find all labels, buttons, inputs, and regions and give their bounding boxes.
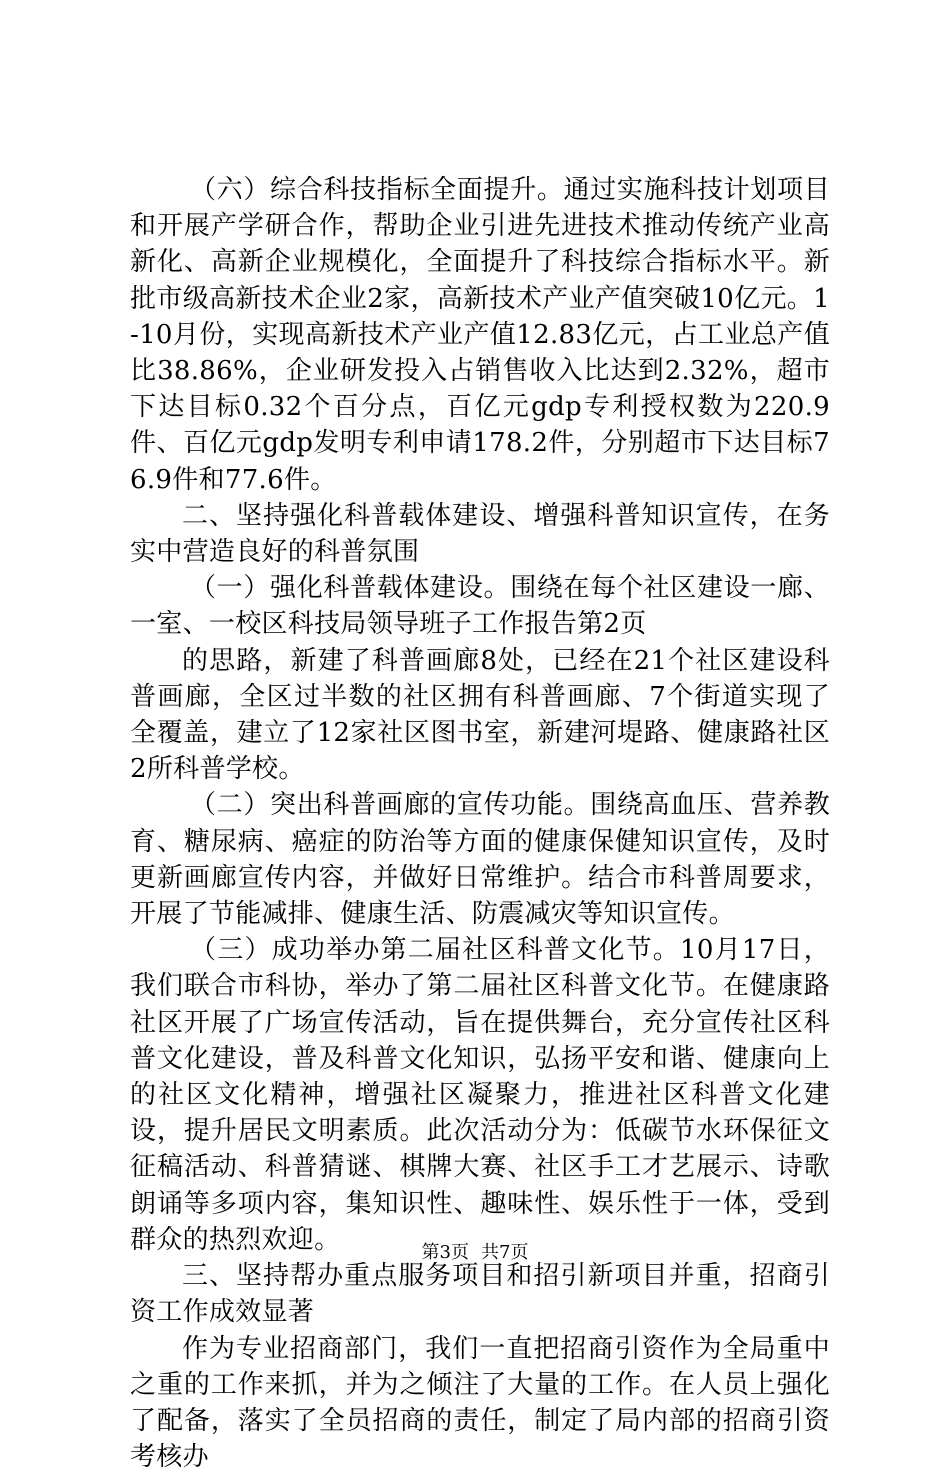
paragraph-investment-work: 作为专业招商部门，我们一直把招商引资作为全局重中之重的工作来抓，并为之倾注了大量的工作。在人员上强化了配备，落实了全员招商的责任，制定了局内部的招商引资考核办 [130,1331,830,1475]
paragraph-tech-indicators: （六）综合科技指标全面提升。通过实施科技计划项目和开展产学研合作，帮助企业引进先进技术推动传统产业高新化、高新企业规模化，全面提升了科技综合指标水平。新批市级高新技术企业2家，高新技术产业产值突破10亿元。1-10月份，实现高新技术产业产值12.83亿元，占工业总产值比38.86%，企业研发投入占销售收入比达到2.32%，超市下达目标0.32个百分点，百亿元gdp专利授权数为220.9件、百亿元gdp发明专利申请178.2件，分别超市下达目标76.9件和77.6件。 [130,172,830,498]
section-heading-science-popularization: 二、坚持强化科普载体建设、增强科普知识宣传，在务实中营造良好的科普氛围 [130,498,830,570]
paragraph-science-carriers-continued: 的思路，新建了科普画廊8处，已经在21个社区建设科普画廊，全区过半数的社区拥有科普画廊、7个街道实现了全覆盖，建立了12家社区图书室，新建河堤路、健康路社区2所科普学校。 [130,643,830,788]
paragraph-science-carriers: （一）强化科普载体建设。围绕在每个社区建设一廊、一室、一校区科技局领导班子工作报告第2页 [130,570,830,642]
page-footer [0,1242,950,1264]
section-heading-investment: 三、坚持帮办重点服务项目和招引新项目并重，招商引资工作成效显著 [130,1258,830,1330]
paragraph-science-gallery: （二）突出科普画廊的宣传功能。围绕高血压、营养教育、糖尿病、癌症的防治等方面的健康保健知识宣传，及时更新画廊宣传内容，并做好日常维护。结合市科普周要求，开展了节能减排、健康生活、防震减灾等知识宣传。 [130,787,830,932]
page-number: 第3页 [422,1242,469,1263]
page-total: 共7页 [481,1242,528,1263]
document-body [130,172,830,1475]
paragraph-culture-festival: （三）成功举办第二届社区科普文化节。10月17日，我们联合市科协，举办了第二届社区科普文化节。在健康路社区开展了广场宣传活动，旨在提供舞台，充分宣传社区科普文化建设，普及科普文化知识，弘扬平安和谐、健康向上的社区文化精神，增强社区凝聚力，推进社区科普文化建设，提升居民文明素质。此次活动分为：低碳节水环保征文征稿活动、科普猜谜、棋牌大赛、社区手工才艺展示、诗歌朗诵等多项内容，集知识性、趣味性、娱乐性于一体，受到群众的热烈欢迎。 [130,932,830,1258]
